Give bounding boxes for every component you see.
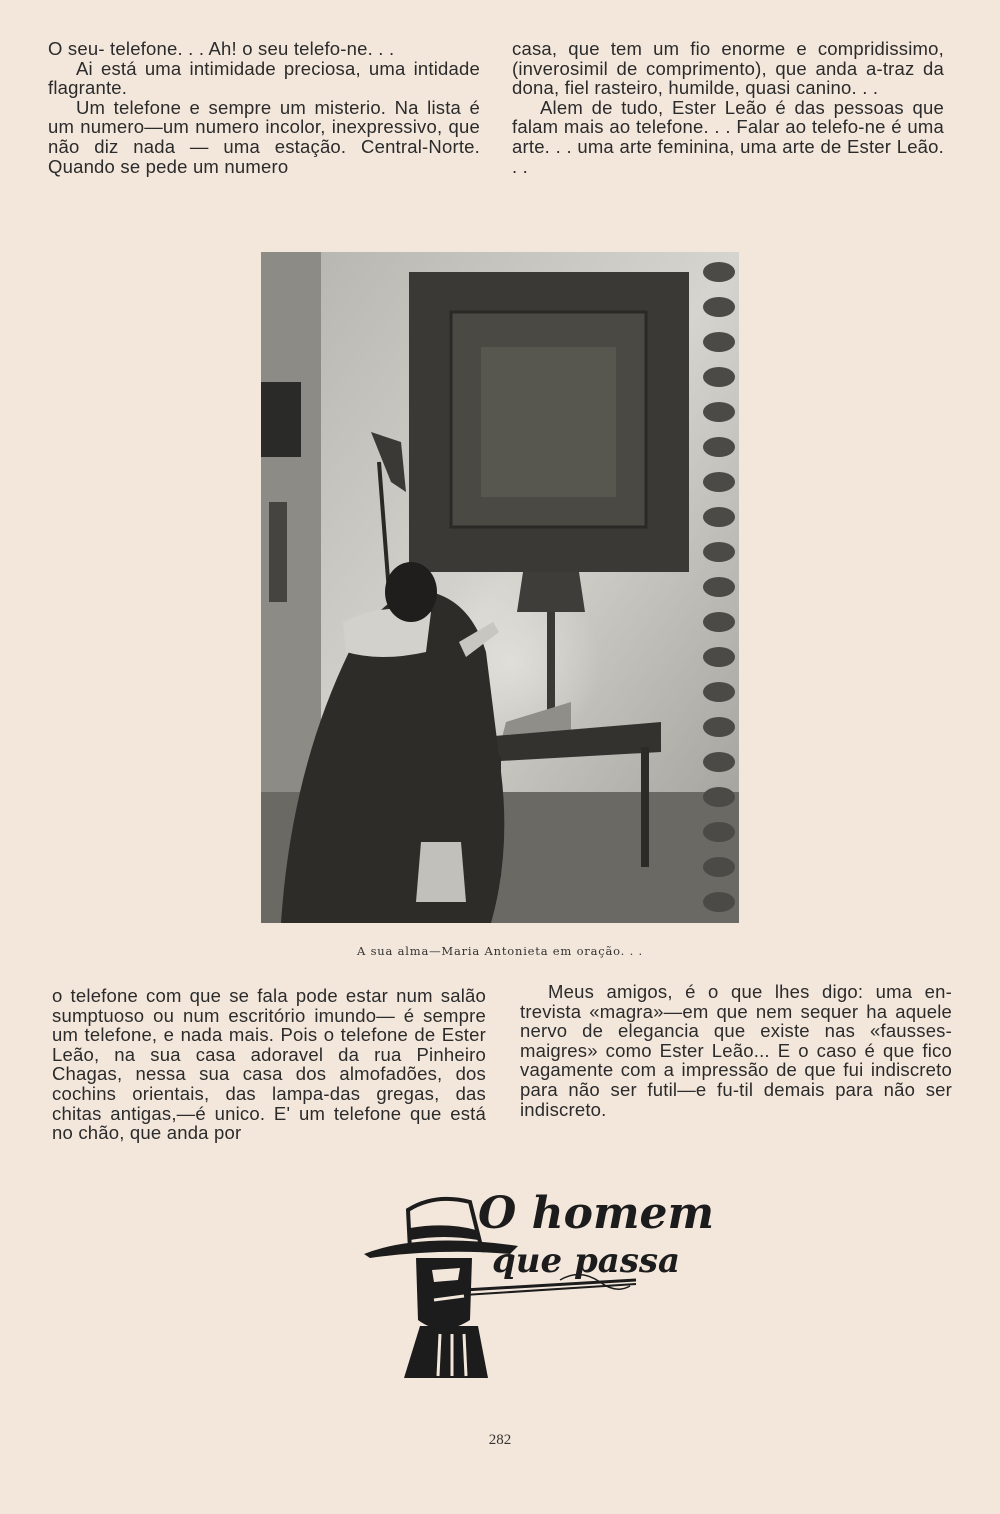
paragraph: o telefone com que se fala pode estar num salão sumptuoso ou num escritório imundo— é sempre um telefone, e nada mais. Pois o telefone de Ester Leão, na sua casa adoravel da rua Pinheiro Chagas, nessa sua casa dos almofadões, dos cochins orientais, das lampa-das gregas, das chitas antigas,—é unico. E' um telefone que está no chão, que anda por (52, 985, 486, 1144)
article-column-bottom-left (52, 986, 486, 1143)
photograph-woman-praying (261, 252, 739, 923)
man-with-hat-icon (360, 1188, 715, 1378)
page-number: 282 (488, 1432, 512, 1448)
logo-line-2: que passa (492, 1241, 681, 1281)
article-column-top-left (48, 39, 480, 176)
logo-o-homem-que-passa (360, 1188, 715, 1378)
paragraph: Alem de tudo, Ester Leão é das pessoas que falam mais ao telefone. . . Falar ao telefo-ne é uma arte. . . uma arte feminina, uma arte de Ester Leão. . . (512, 96, 944, 177)
paragraph: Ai está uma intimidade preciosa, uma intidade flagrante. (48, 57, 480, 99)
photo-illustration (261, 252, 739, 923)
logo-line-1: O homem (478, 1188, 715, 1239)
paragraph: O seu- telefone. . . Ah! o seu telefo-ne. . . (48, 38, 395, 59)
photo-caption: A sua alma—Maria Antonieta em oração. . . (357, 944, 643, 958)
article-column-bottom-right (520, 982, 952, 1119)
paragraph: Meus amigos, é o que lhes digo: uma en-trevista «magra»—em que nem sequer ha aquele nervo de elegancia que existe nas «fausses-maigres» como Ester Leão... E o caso é que fico vagamente com a impressão de que fui indiscreto para não ser futil—e fu-til demais para não ser indiscreto. (520, 981, 952, 1120)
paragraph: casa, que tem um fio enorme e compridissimo, (inverosimil de comprimento), que anda a-traz da dona, fiel rasteiro, humilde, quasi canino. . . (512, 38, 944, 99)
article-column-top-right (512, 39, 944, 176)
paragraph: Um telefone e sempre um misterio. Na lista é um numero—um numero incolor, inexpressivo, que não diz nada — uma estação. Central-Norte. Quando se pede um numero (48, 96, 480, 177)
